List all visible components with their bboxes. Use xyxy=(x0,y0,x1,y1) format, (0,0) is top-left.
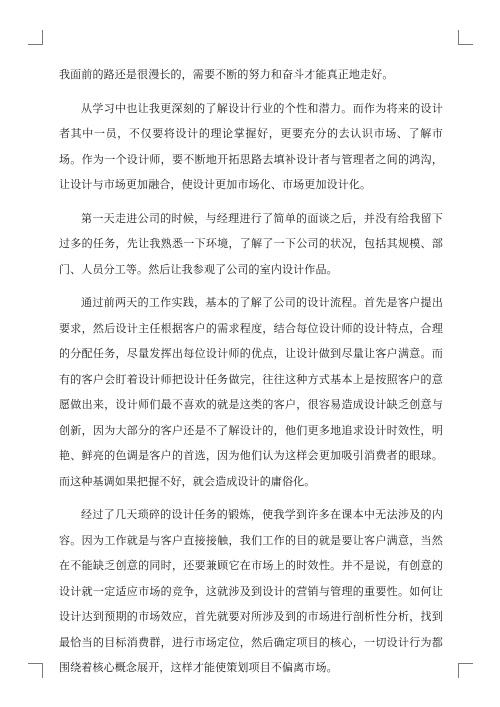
crop-mark-top-left xyxy=(28,30,43,45)
paragraph-3: 第一天走进公司的时候，与经理进行了简单的面谈之后，并没有给我留下过多的任务，先让我熟悉一下环境，了解了一下公司的状况，包括其规模、部门、人员分工等。然后让我参观了公司的室内设计作品。 xyxy=(59,211,443,276)
paragraph-1: 我面前的路还是很漫长的，需要不断的努力和奋斗才能真正地走好。 xyxy=(59,68,394,81)
paragraph-4: 通过前两天的工作实践，基本的了解了公司的设计流程。首先是客户提出要求，然后设计主任根据客户的需求程度，结合每位设计师的设计特点，合理的分配任务，尽量发挥出每位设计师的优点，让设计做到尽量让客户满意。而有的客户会盯着设计师把设计任务做完，往往这种方式基本上是按照客户的意愿做出来，设计师们最不喜欢的就是这类的客户，很容易造成设计缺乏创意与创新，因为大部分的客户还是不了解设计的，他们更多地追求设计时效性，明艳、鲜亮的色调是客户的首选，因为他们认为这样会更加吸引消费者的眼球。而这种基调如果把握不好，就会造成设计的庸俗化。 xyxy=(59,296,443,488)
crop-mark-bottom-right xyxy=(458,663,473,678)
paragraph-2: 从学习中也让我更深刻的了解设计行业的个性和潜力。而作为将来的设计者其中一员，不仅要将设计的理论掌握好，更要充分的去认识市场、了解市场。作为一个设计师，要不断地开拓思路去填补设计者与管理者之间的鸿沟，让设计与市场更加融合，使设计更加市场化、市场更加设计化。 xyxy=(59,101,443,191)
crop-mark-top-right xyxy=(458,30,473,45)
document-body xyxy=(59,62,443,689)
paragraph-5: 经过了几天琐碎的设计任务的锻炼，使我学到许多在课本中无法涉及的内容。因为工作就是与客户直接接触，我们工作的目的就是要让客户满意，当然在不能缺乏创意的同时，还要兼顾它在市场上的时效性。并不是说，有创意的设计就一定适应市场的竞争，这就涉及到设计的营销与管理的重要性。如何让设计达到预期的市场效应，首先就要对所涉及到的市场进行剖析性分析，找到最恰当的目标消费群，进行市场定位，然后确定项目的核心，一切设计行为都围绕着核心概念展开，这样才能使策划项目不偏离市场。 xyxy=(59,508,443,674)
crop-mark-bottom-left xyxy=(28,663,43,678)
